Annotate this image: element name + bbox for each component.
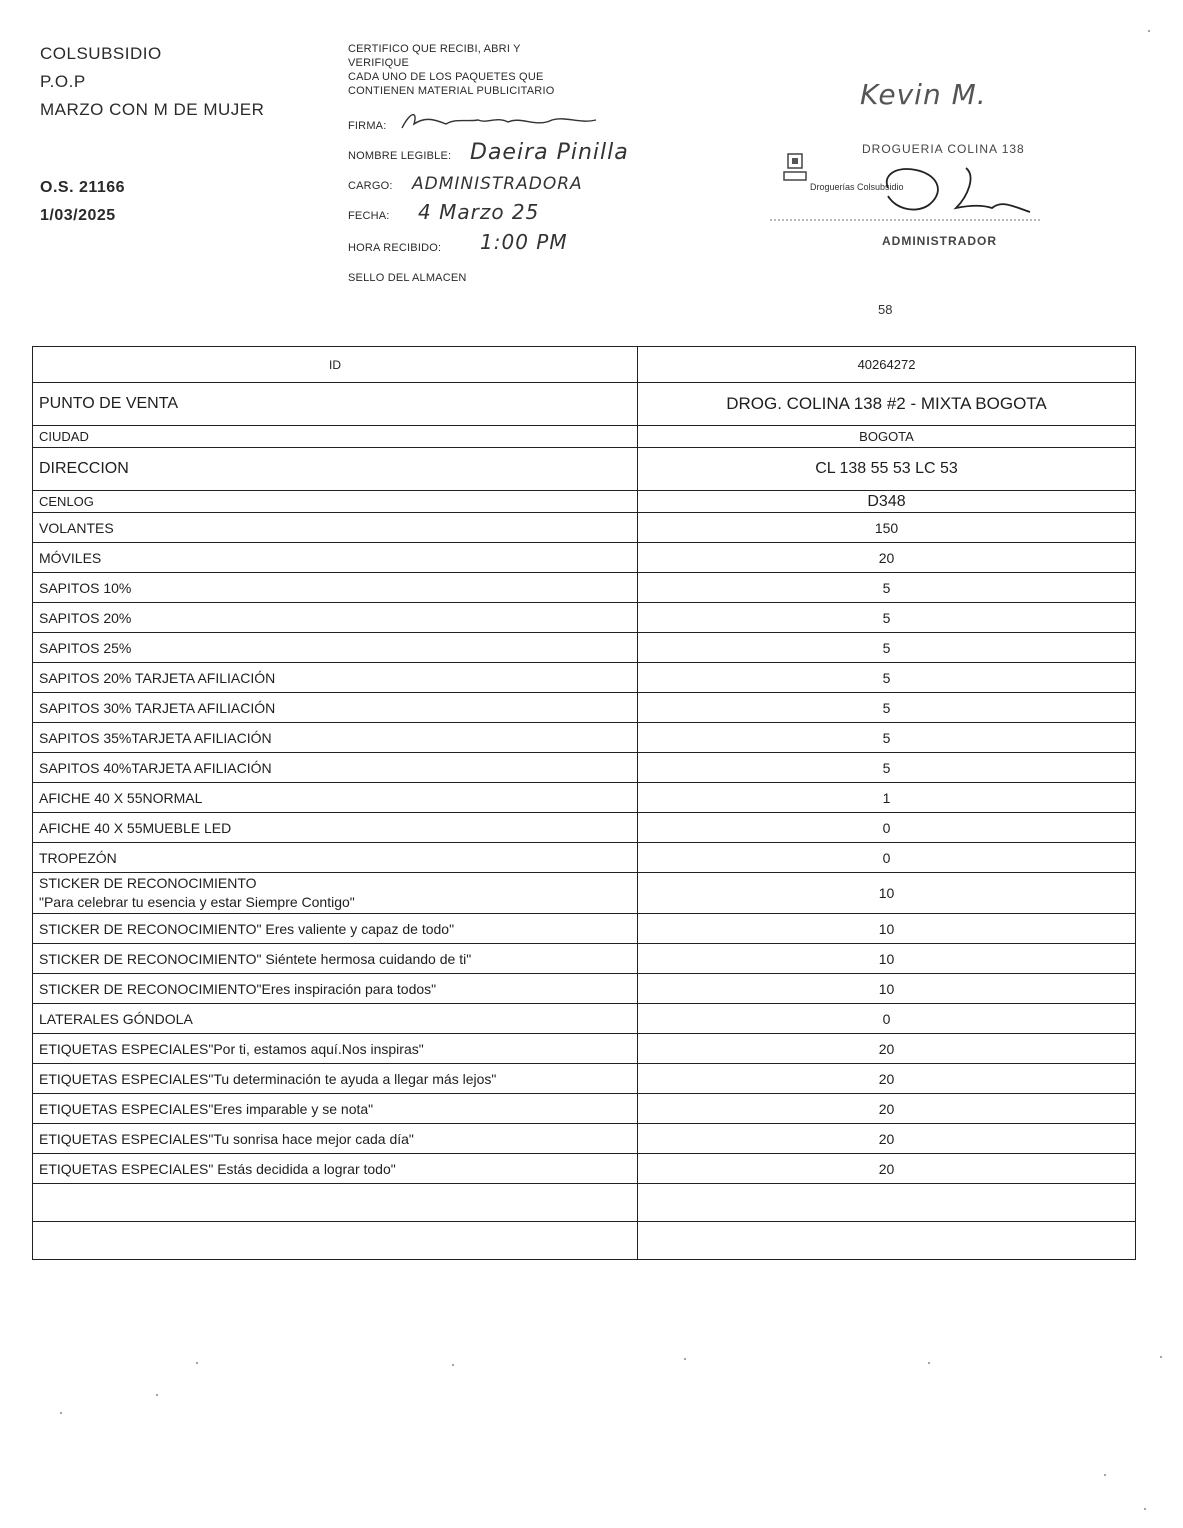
table-row bbox=[33, 693, 1136, 723]
row-label-text: ETIQUETAS ESPECIALES"Tu sonrisa hace mejor cada día" bbox=[39, 1130, 414, 1147]
table-row bbox=[33, 974, 1136, 1004]
row-value: 5 bbox=[638, 633, 1136, 663]
row-label bbox=[33, 491, 638, 513]
row-label-text: SAPITOS 35%TARJETA AFILIACIÓN bbox=[39, 729, 272, 746]
row-label-text: SAPITOS 20% TARJETA AFILIACIÓN bbox=[39, 669, 276, 686]
row-value: 5 bbox=[638, 693, 1136, 723]
row-label bbox=[33, 1004, 638, 1034]
row-value: 10 bbox=[638, 914, 1136, 944]
row-value: 10 bbox=[638, 944, 1136, 974]
row-label bbox=[33, 914, 638, 944]
row-label bbox=[33, 543, 638, 573]
row-value: 0 bbox=[638, 843, 1136, 873]
row-label bbox=[33, 1064, 638, 1094]
table-row bbox=[33, 448, 1136, 491]
row-label bbox=[33, 573, 638, 603]
table-row bbox=[33, 843, 1136, 873]
row-label-text: STICKER DE RECONOCIMIENTO"Eres inspiración para todos" bbox=[39, 980, 437, 997]
row-value: 20 bbox=[638, 1154, 1136, 1184]
table-row bbox=[33, 1124, 1136, 1154]
certificate-text bbox=[348, 42, 554, 98]
row-value: DROG. COLINA 138 #2 - MIXTA BOGOTA bbox=[638, 383, 1136, 426]
row-label bbox=[33, 693, 638, 723]
row-label bbox=[33, 753, 638, 783]
row-value: CL 138 55 53 LC 53 bbox=[638, 448, 1136, 491]
table-row bbox=[33, 753, 1136, 783]
table-row bbox=[33, 944, 1136, 974]
row-label bbox=[33, 383, 638, 426]
order-number: O.S. 21166 bbox=[40, 179, 126, 196]
row-label-text: PUNTO DE VENTA bbox=[39, 395, 178, 412]
table-row bbox=[33, 873, 1136, 914]
row-label-text: CIUDAD bbox=[39, 429, 89, 444]
row-label-text: SAPITOS 25% bbox=[39, 639, 132, 656]
row-value: 150 bbox=[638, 513, 1136, 543]
row-value: 0 bbox=[638, 1004, 1136, 1034]
row-label-text: SAPITOS 30% TARJETA AFILIACIÓN bbox=[39, 699, 276, 716]
table-row bbox=[33, 543, 1136, 573]
row-label-text: ETIQUETAS ESPECIALES"Tu determinación te ayuda a llegar más lejos" bbox=[39, 1070, 497, 1087]
row-label bbox=[33, 1124, 638, 1154]
company-name: COLSUBSIDIO bbox=[40, 44, 162, 63]
row-label bbox=[33, 1034, 638, 1064]
row-value: 1 bbox=[638, 783, 1136, 813]
row-value: 5 bbox=[638, 753, 1136, 783]
table-row bbox=[33, 1004, 1136, 1034]
hora-label: HORA RECIBIDO: bbox=[348, 242, 442, 254]
row-value: 20 bbox=[638, 1064, 1136, 1094]
row-label-text: SAPITOS 10% bbox=[39, 579, 132, 596]
row-label-text: ETIQUETAS ESPECIALES" Estás decidida a lograr todo" bbox=[39, 1160, 396, 1177]
row-label-text: DIRECCION bbox=[39, 460, 129, 477]
row-label-text: VOLANTES bbox=[39, 519, 114, 536]
row-value: 5 bbox=[638, 663, 1136, 693]
row-value: 20 bbox=[638, 1034, 1136, 1064]
table-row bbox=[33, 1154, 1136, 1184]
empty-row bbox=[33, 1222, 1136, 1260]
table-row bbox=[33, 573, 1136, 603]
campaign-name: MARZO CON M DE MUJER bbox=[40, 100, 265, 119]
table-row bbox=[33, 633, 1136, 663]
table-row bbox=[33, 426, 1136, 448]
store-stamp-line: DROGUERIA COLINA 138 bbox=[862, 142, 1025, 156]
certificate-line: CADA UNO DE LOS PAQUETES QUE bbox=[348, 71, 544, 83]
row-label bbox=[33, 1094, 638, 1124]
empty-cell bbox=[638, 1222, 1136, 1260]
row-label-subtext: "Para celebrar tu esencia y estar Siempre Contigo" bbox=[39, 894, 355, 910]
table-row bbox=[33, 1034, 1136, 1064]
table-row bbox=[33, 914, 1136, 944]
fecha-handwritten: 4 Marzo 25 bbox=[418, 200, 540, 224]
table-row bbox=[33, 663, 1136, 693]
row-label bbox=[33, 448, 638, 491]
empty-cell bbox=[33, 1184, 638, 1222]
page-number: 58 bbox=[878, 302, 893, 317]
cargo-label: CARGO: bbox=[348, 180, 393, 192]
table-row bbox=[33, 347, 1136, 383]
nombre-handwritten: Daeira Pinilla bbox=[470, 140, 629, 165]
row-label bbox=[33, 783, 638, 813]
row-label-text: ETIQUETAS ESPECIALES"Por ti, estamos aquí.Nos inspiras" bbox=[39, 1040, 424, 1057]
signature-scribble bbox=[396, 106, 606, 136]
table-row bbox=[33, 513, 1136, 543]
table-row bbox=[33, 491, 1136, 513]
stamp-role: ADMINISTRADOR bbox=[882, 234, 997, 248]
row-label bbox=[33, 663, 638, 693]
row-value: 10 bbox=[638, 873, 1136, 914]
empty-cell bbox=[33, 1222, 638, 1260]
hora-handwritten: 1:00 PM bbox=[480, 230, 568, 254]
row-label bbox=[33, 347, 638, 383]
row-value: BOGOTA bbox=[638, 426, 1136, 448]
row-value: 20 bbox=[638, 1094, 1136, 1124]
row-label bbox=[33, 873, 638, 914]
row-label-text: LATERALES GÓNDOLA bbox=[39, 1010, 193, 1027]
row-label bbox=[33, 723, 638, 753]
order-date: 1/03/2025 bbox=[40, 207, 116, 224]
row-value: 40264272 bbox=[638, 347, 1136, 383]
row-label bbox=[33, 974, 638, 1004]
row-label bbox=[33, 426, 638, 448]
table-row bbox=[33, 603, 1136, 633]
nombre-label: NOMBRE LEGIBLE: bbox=[348, 150, 452, 162]
row-label-text: ID bbox=[329, 357, 341, 372]
row-label-text: STICKER DE RECONOCIMIENTO" Siéntete hermosa cuidando de ti" bbox=[39, 950, 472, 967]
row-label bbox=[33, 843, 638, 873]
row-value: 10 bbox=[638, 974, 1136, 1004]
row-label-text: STICKER DE RECONOCIMIENTO" Eres valiente y capaz de todo" bbox=[39, 920, 455, 937]
table-row bbox=[33, 1094, 1136, 1124]
row-label bbox=[33, 944, 638, 974]
table-row bbox=[33, 783, 1136, 813]
row-label-text: TROPEZÓN bbox=[39, 849, 117, 866]
row-value: 5 bbox=[638, 723, 1136, 753]
empty-cell bbox=[638, 1184, 1136, 1222]
row-label bbox=[33, 633, 638, 663]
table-row bbox=[33, 813, 1136, 843]
row-label-text: CENLOG bbox=[39, 494, 94, 509]
empty-row bbox=[33, 1184, 1136, 1222]
section-name: P.O.P bbox=[40, 72, 86, 91]
table-row bbox=[33, 1064, 1136, 1094]
row-label-text: STICKER DE RECONOCIMIENTO bbox=[39, 875, 257, 891]
row-value: 20 bbox=[638, 543, 1136, 573]
row-label bbox=[33, 603, 638, 633]
row-label-text: ETIQUETAS ESPECIALES"Eres imparable y se nota" bbox=[39, 1100, 374, 1117]
row-label-text: MÓVILES bbox=[39, 549, 102, 566]
row-label-text: SAPITOS 20% bbox=[39, 609, 132, 626]
row-label bbox=[33, 813, 638, 843]
sello-label: SELLO DEL ALMACEN bbox=[348, 272, 467, 284]
row-value: 0 bbox=[638, 813, 1136, 843]
certificate-line: CERTIFICO QUE RECIBI, ABRI Y bbox=[348, 43, 521, 55]
row-label-text: AFICHE 40 X 55MUEBLE LED bbox=[39, 819, 232, 836]
table-row bbox=[33, 383, 1136, 426]
row-value: 20 bbox=[638, 1124, 1136, 1154]
row-label-text: AFICHE 40 X 55NORMAL bbox=[39, 789, 203, 806]
store-stamp bbox=[770, 148, 1040, 240]
certificate-line: CONTIENEN MATERIAL PUBLICITARIO bbox=[348, 85, 555, 97]
row-label bbox=[33, 513, 638, 543]
pop-table bbox=[32, 346, 1136, 1260]
row-label-text: SAPITOS 40%TARJETA AFILIACIÓN bbox=[39, 759, 272, 776]
table-row bbox=[33, 723, 1136, 753]
row-label bbox=[33, 1154, 638, 1184]
cargo-handwritten: ADMINISTRADORA bbox=[412, 174, 583, 194]
row-value: D348 bbox=[638, 491, 1136, 513]
stamp-brand: Droguerías Colsubsidio bbox=[810, 182, 904, 192]
firma-label: FIRMA: bbox=[348, 120, 387, 132]
certificate-line: VERIFIQUE bbox=[348, 57, 410, 69]
colsubsidio-logo-icon bbox=[784, 154, 806, 180]
fecha-label: FECHA: bbox=[348, 210, 390, 222]
row-value: 5 bbox=[638, 603, 1136, 633]
row-value: 5 bbox=[638, 573, 1136, 603]
kevin-handwritten: Kevin M. bbox=[860, 78, 987, 111]
